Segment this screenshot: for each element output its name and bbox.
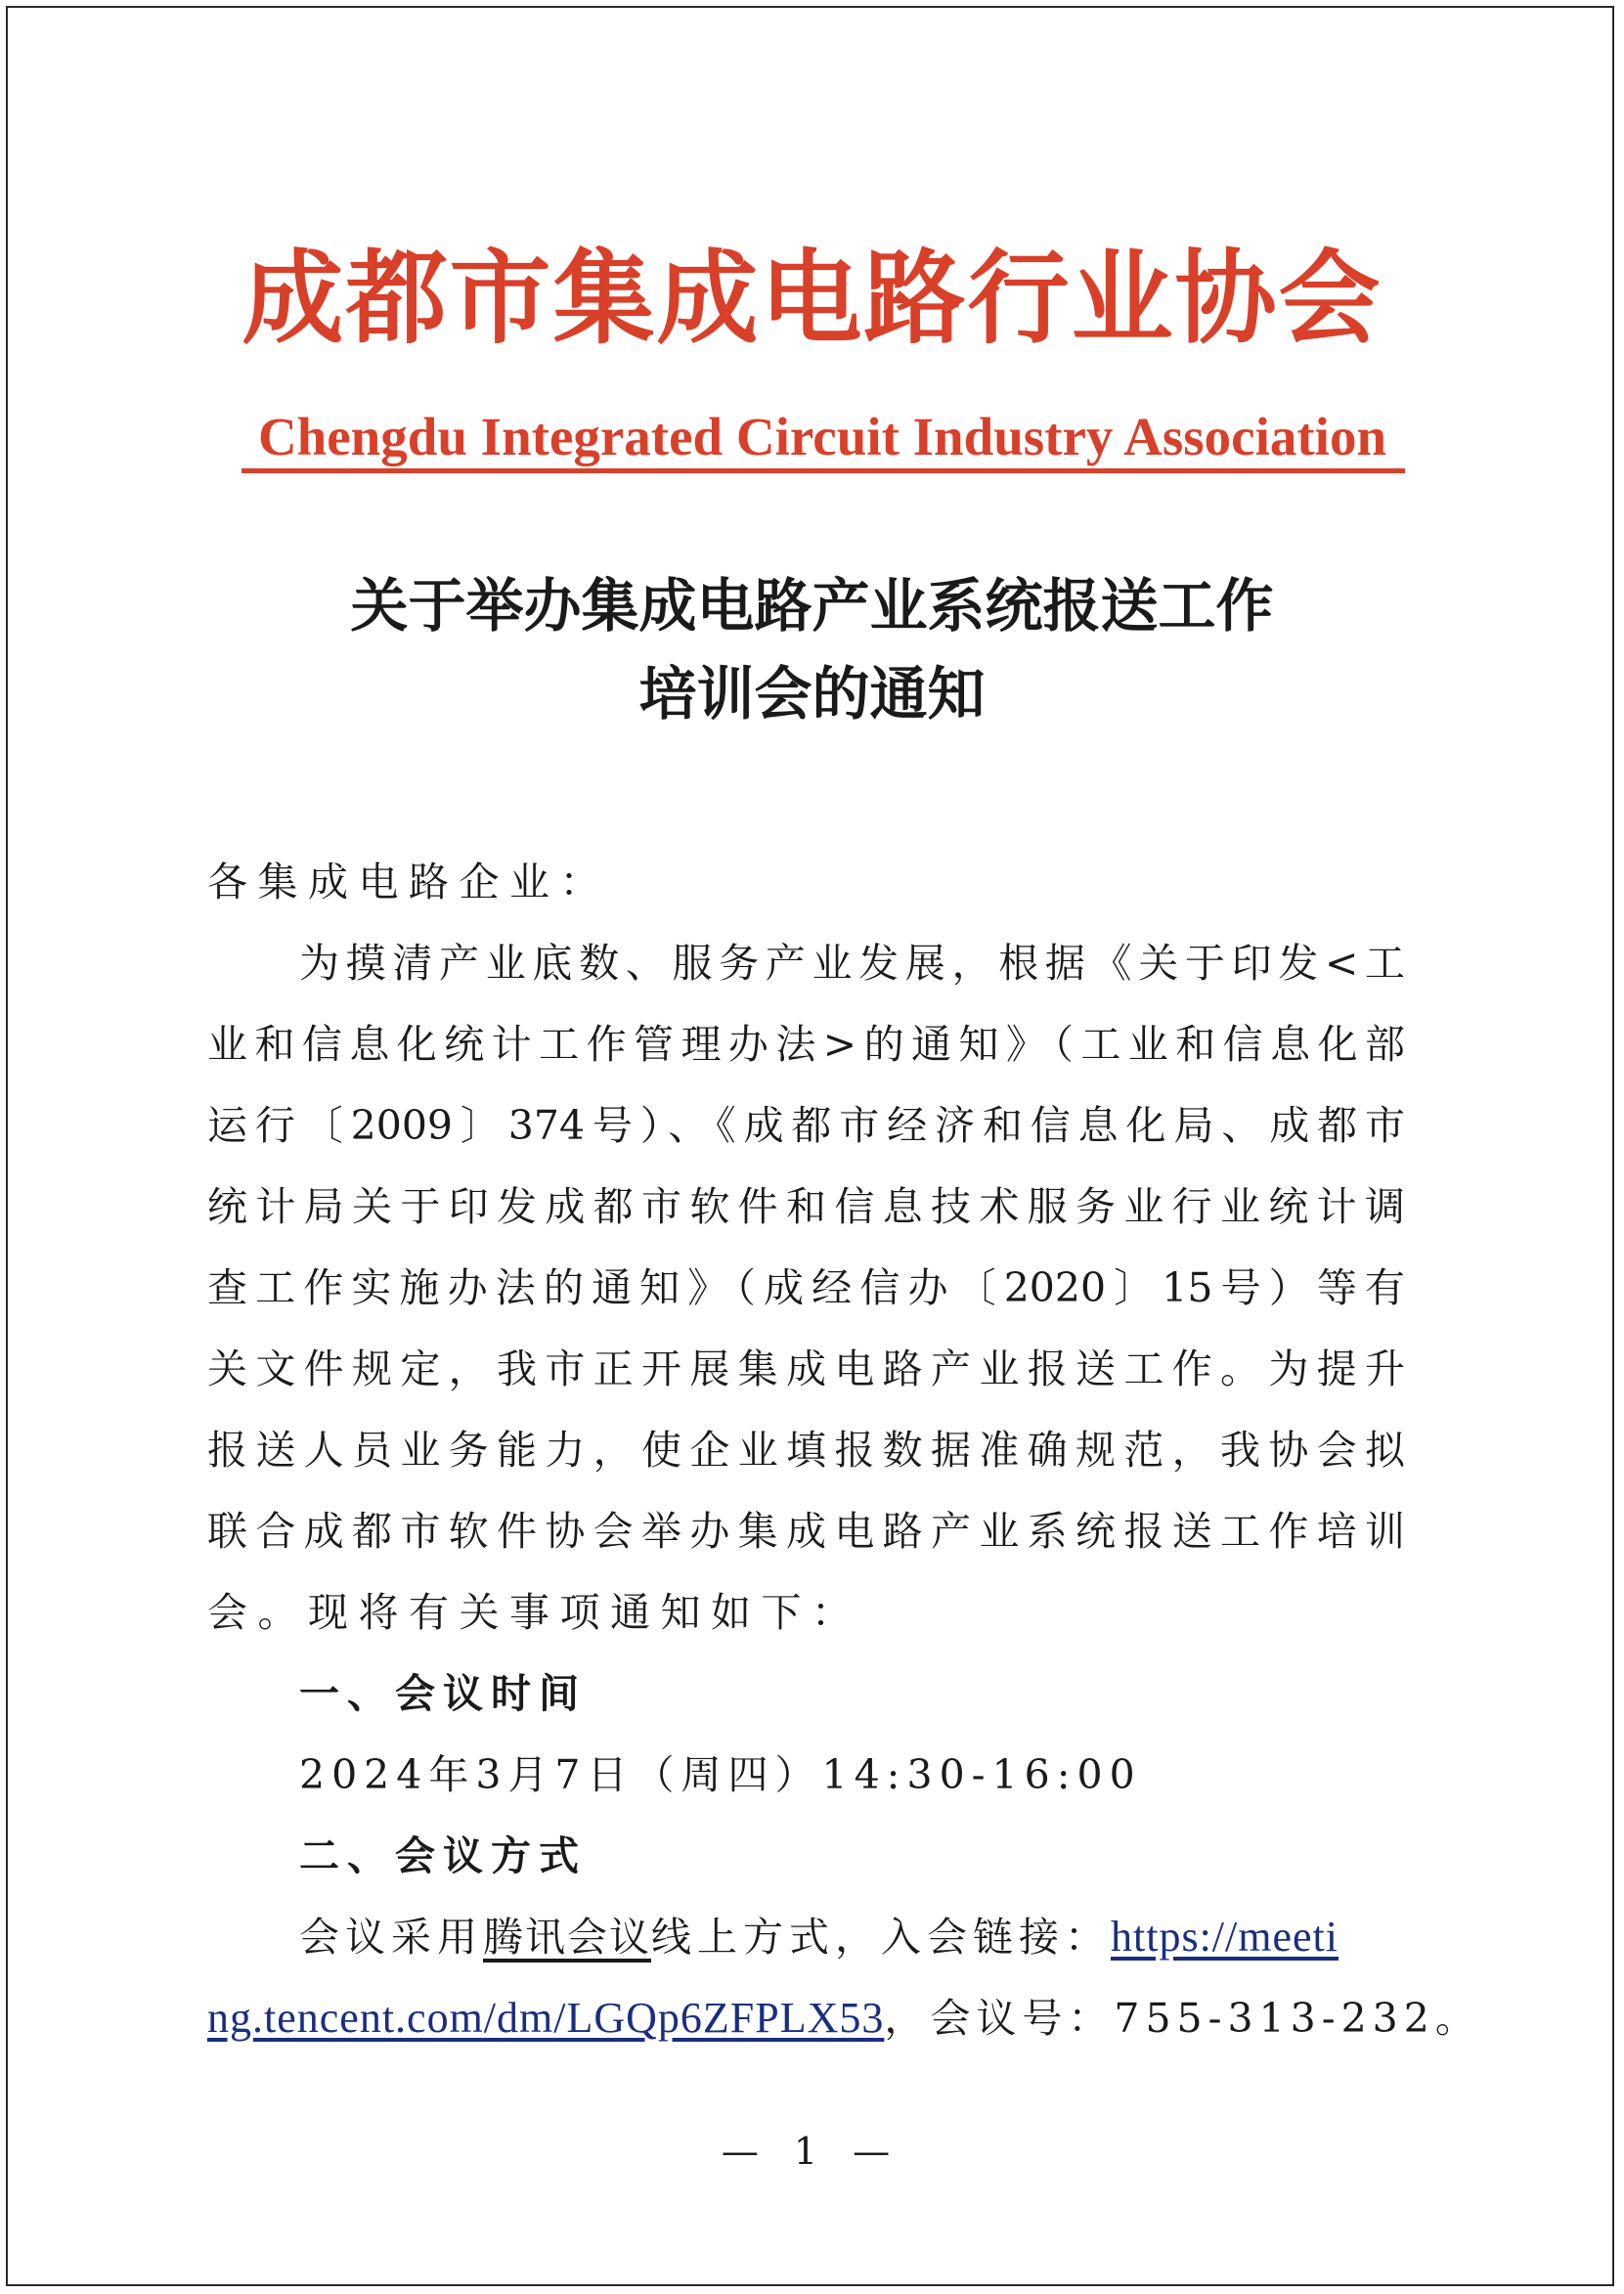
body-line: 联合成都市软件协会举办集成电路产业系统报送工作培训 (207, 1508, 1405, 1555)
body-line: 业和信息化统计工作管理办法>的通知》（工业和信息化部 (207, 1021, 1405, 1068)
tencent-meeting-platform: 腾讯会议 (483, 1914, 651, 1961)
body-line: 查工作实施办法的通知》（成经信办〔2020〕15号）等有 (207, 1264, 1405, 1311)
body-line: 会。现将有关事项通知如下： (207, 1589, 862, 1636)
letterhead-red-rule (241, 468, 1405, 473)
body-line: 为摸清产业底数、服务产业发展，根据《关于印发<工 (299, 940, 1405, 987)
body-line: 运行〔2009〕374号）、《成都市经济和信息化局、成都市 (207, 1102, 1405, 1149)
meeting-id: ，会议号：755-313-232。 (884, 1995, 1481, 2042)
meeting-link-part1[interactable]: https://meeti (1111, 1913, 1339, 1961)
content-mid: 线上方式，入会链接： (651, 1914, 1111, 1961)
salutation: 各集成电路企业： (207, 859, 610, 905)
content-prefix: 会议采用 (299, 1914, 483, 1961)
document-title-line2: 培训会的通知 (638, 660, 986, 728)
section2-content-line1 (299, 1908, 1405, 1966)
section2-content-line2 (207, 1989, 1481, 2048)
section2-heading: 二、会议方式 (299, 1832, 587, 1879)
document-title-line1: 关于举办集成电路产业系统报送工作 (350, 572, 1274, 640)
body-line: 统计局关于印发成都市软件和信息技术服务业行业统计调 (207, 1183, 1405, 1230)
meeting-link-part2[interactable]: ng.tencent.com/dm/LGQp6ZFPLX53 (207, 1994, 885, 2042)
section1-heading: 一、会议时间 (299, 1670, 587, 1717)
letterhead-org-name-en: Chengdu Integrated Circuit Industry Association (257, 407, 1387, 466)
letterhead-org-name-cn: 成都市集成电路行业协会 (241, 238, 1383, 358)
body-line: 报送人员业务能力，使企业填报数据准确规范，我协会拟 (207, 1427, 1405, 1474)
body-line: 关文件规定，我市正开展集成电路产业报送工作。为提升 (207, 1346, 1405, 1392)
page-number: — 1 — (721, 2130, 902, 2173)
section1-content: 2024年3月7日（周四）14:30-16:00 (299, 1751, 1142, 1798)
